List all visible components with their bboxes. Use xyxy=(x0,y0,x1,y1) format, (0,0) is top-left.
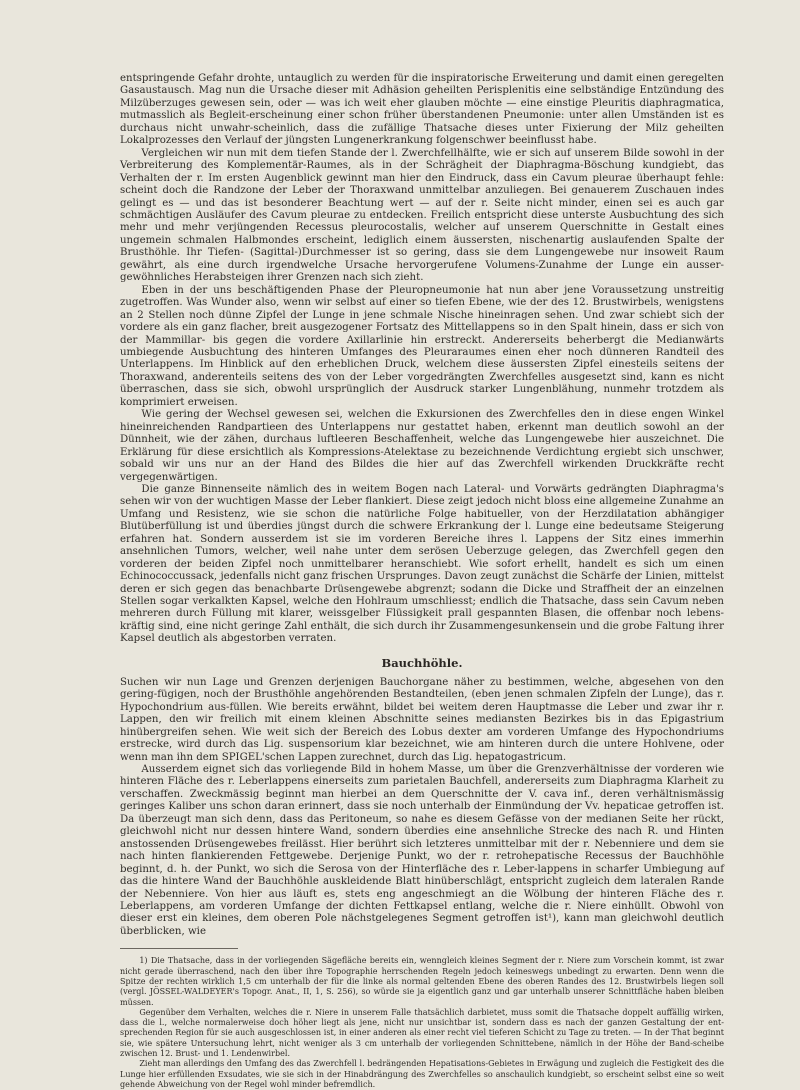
section-heading: Bauchhöhle. xyxy=(381,655,463,670)
footnote: 1) Die Thatsache, dass in der vorliegenden Sägefläche bereits ein, wenngleich kleines Segment der r. Niere zum Vorschein kommt, ist zwar nicht gerade überraschend, nach den über ihre Topographie herrschenden Regeln jedoch keineswegs unbedingt zu erwarten. Denn wenn die Spitze der rechten wirklich 1,5 cm unterhalb der für die linke als normal geltenden Ebene des oberen Randes des 12. Brustwirbels liegen soll (vergl. JÖSSEL-WALDEYER's Topogr. Anat., II, 1, S. 256), so würde sie ja eigentlich ganz und gar unterhalb unserer Schnittfläche haben bleiben müssen. xyxy=(120,956,724,1007)
paragraph: Suchen wir nun Lage und Grenzen derjenigen Bauchorgane näher zu bestimmen, welche, abgesehen von den gering-fügigen, noch der Brusthöhle angehörenden Bestandteilen, (eben jenen schmalen Zipfeln der Lunge), das r. Hypochondrium aus-füllen. Wie bereits erwähnt, bildet bei weitem deren Hauptmasse die Leber und zwar ihr r. Lappen, den wir freilich mit einem kleinen Abschnitte seines mediansten Bezirkes bis in das Epigastrium hinübergreifen sehen. Wie weit sich der Bereich des Lobus dexter am vorderen Umfange des Hypochondriums erstrecke, wird durch das Lig. suspensorium klar bezeichnet, wie am hinteren durch die untere Hohlvene, oder wenn man ihn dem SPIGEL'schen Lappen zurechnet, durch das Lig. hepatogastricum. xyxy=(120,676,724,763)
footnote-divider xyxy=(120,948,238,949)
footnotes xyxy=(120,956,724,1090)
paragraph: Wie gering der Wechsel gewesen sei, welchen die Exkursionen des Zwerchfelles den in diese engen Winkel hineinreichenden Randpartieen des Unterlappens nur gestattet haben, erkennt man deutlich sowohl an der Dünnheit, wie der zähen, durchaus luftleeren Beschaffenheit, welche das Lungengewebe hier auszeichnet. Die Erklärung für diese ersichtlich als Kompressions-Atelektase zu bezeichnende Verdichtung ergiebt sich unschwer, sobald wir uns nur an der Hand des Bildes die hier auf das Zwerchfell wirkenden Druckkräfte recht vergegenwärtigen. xyxy=(120,409,724,483)
footnote: Gegenüber dem Verhalten, welches die r. Niere in unserem Falle thatsächlich darbietet, muss somit die Thatsache doppelt auffällig wirken, dass die l., welche normalerweise doch höher liegt als jene, nicht nur unsichtbar ist, sondern dass es nach der ganzen Gestaltung der ent-sprechenden Region für sie auch ausgeschlossen ist, in einer anderen als einer recht viel tieferen Schicht zu Tage zu treten. — In der That beginnt sie, wie spätere Untersuchung lehrt, nicht weniger als 3 cm unterhalb der vorliegenden Schnittebene, nämlich in der Höhe der Band-scheibe zwischen 12. Brust- und 1. Lendenwirbel. xyxy=(120,1007,724,1059)
paragraph: Die ganze Binnenseite nämlich des in weitem Bogen nach Lateral- und Vorwärts gedrängten Diaphragma's sehen wir von der wuchtigen Masse der Leber flankiert. Diese zeigt jedoch nicht bloss eine allgemeine Zunahme an Umfang und Resistenz, wie sie schon die natürliche Folge habitueller, von der Herzdilatation abhängiger Blutüberfüllung ist und überdies jüngst durch die schwere Erkrankung der l. Lunge eine bedeutsame Steigerung erfahren hat. Sondern ausserdem ist sie im vorderen Bereiche ihres l. Lappens der Sitz eines immerhin ansehnlichen Tumors, welcher, weil nahe unter dem serösen Ueberzuge gelegen, das Zwerchfell gegen den vorderen der beiden Zipfel noch unmittelbarer heranschiebt. Wie sofort erhellt, handelt es sich um einen Echinococcussack, jedenfalls nicht ganz frischen Ursprunges. Davon zeugt zunächst die Schärfe der Linien, mittelst deren er sich gegen das benachbarte Drüsengewebe abgrenzt; sodann die Dicke und Straffheit der an einzelnen Stellen sogar verkalkten Kapsel, welche den Hohlraum umschliesst; endlich die Thatsache, dass sein Cavum neben mehreren durch Füllung mit klarer, weissgelber Flüssigkeit prall gespannten Blasen, die offenbar noch lebens-kräftig sind, eine nicht geringe Zahl enthält, die sich durch ihr Zusammengesunkensein und die grobe Faltung ihrer Kapsel deutlich als abgestorben verraten. xyxy=(120,483,724,645)
paragraph: Ausserdem eignet sich das vorliegende Bild in hohem Masse, um über die Grenzverhältnisse der vorderen wie hinteren Fläche des r. Leberlappens einerseits zum parietalen Bauchfell, andererseits zum Diaphragma Klarheit zu verschaffen. Zweckmässig beginnt man hierbei an dem Querschnitte der V. cava inf., deren verhältnismässig geringes Kaliber uns schon daran erinnert, dass sie noch unterhalb der Einmündung der Vv. hepaticae getroffen ist. Da überzeugt man sich denn, dass das Peritoneum, so nahe es diesem Gefässe von der medianen Seite her rückt, gleichwohl nicht nur dessen hintere Wand, sondern überdies eine ansehnliche Strecke des nach R. und Hinten anstossenden Drüsengewebes freilässt. Hier berührt sich letzteres unmittelbar mit der r. Nebenniere und dem sie nach hinten flankierenden Fettgewebe. Derjenige Punkt, wo der r. retrohepatische Recessus der Bauchhöhle beginnt, d. h. der Punkt, wo sich die Serosa von der Hinterfläche des r. Leber-lappens in scharfer Umbiegung auf das die hintere Wand der Bauchhöhle auskleidende Blatt hinüberschlägt, entspricht zugleich dem lateralen Rande der Nebenniere. Von hier aus läuft es, stets eng angeschmiegt an die Wölbung der hinteren Fläche des r. Leberlappens, am vorderen Umfange der dichten Fettkapsel entlang, welche die r. Niere einhüllt. Obwohl von dieser erst ein kleines, dem oberen Pole nächstgelegenes Segment getroffen ist¹), kann man gleichwohl deutlich überblicken, wie xyxy=(120,764,724,937)
paragraph: Eben in der uns beschäftigenden Phase der Pleuropneumonie hat nun aber jene Voraussetzung unstreitig zugetroffen. Was Wunder also, wenn wir selbst auf einer so tiefen Ebene, wie der des 12. Brustwirbels, wenigstens an 2 Stellen noch dünne Zipfel der Lunge in jene schmale Nische hineinragen sehen. Und zwar schiebt sich der vordere als ein ganz flacher, breit ausgezogener Fortsatz des Mittellappens so in den Spalt hinein, dass er sich von der Mammillar- bis gegen die vordere Axillarlinie hin erstreckt. Andererseits beherbergt die Medianwärts umbiegende Ausbuchtung des hinteren Umfanges des Pleuraraumes einen eher noch dünneren Randteil des Unterlappens. Im Hinblick auf den erheblichen Druck, welchem diese äussersten Zipfel einesteils seitens der Thoraxwand, anderenteils seitens des von der Leber vorgedrängten Zwerchfelles ausgesetzt sind, kann es nicht überraschen, dass sie sich, obwohl ursprünglich der Ausdruck starker Lungenblähung, nunmehr trotzdem als komprimiert erweisen. xyxy=(120,284,724,408)
paragraph: Vergleichen wir nun mit dem tiefen Stande der l. Zwerchfellhälfte, wie er sich auf unserem Bilde sowohl in der Verbreiterung des Komplementär-Raumes, als in der Schrägheit der Diaphragma-Böschung kundgiebt, das Verhalten der r. Im ersten Augenblick gewinnt man hier den Eindruck, dass ein Cavum pleurae überhaupt fehle: scheint doch die Randzone der Leber der Thoraxwand unmittelbar anzuliegen. Bei genauerem Zuschauen indes gelingt es — und das ist besonderer Beachtung wert — auf der r. Seite nicht minder, einen sei es auch gar schmächtigen Ausläufer des Cavum pleurae zu entdecken. Freilich entspricht diese unterste Ausbuchtung des sich mehr und mehr verjüngenden Recessus pleurocostalis, welcher auf unserem Querschnitte in Gestalt eines ungemein schmalen Halbmondes erscheint, lediglich einem äussersten, nischenartig auslaufenden Spalte der Brusthöhle. Ihr Tiefen- (Sagittal-)Durchmesser ist so gering, dass sie dem Lungengewebe nur insoweit Raum gewährt, als eine durch irgendwelche Ursache hervorgerufene Volumens-Zunahme der Lunge ein ausser-gewöhnliches Herabsteigen ihrer Grenzen nach sich zieht. xyxy=(120,147,724,284)
paragraph: entspringende Gefahr drohte, untauglich zu werden für die inspiratorische Erweiterung und damit einen geregelten Gasaustausch. Mag nun die Ursache dieser mit Adhäsion geheilten Perisplenitis eine selbständige Entzündung des Milzüberzuges gewesen sein, oder — was ich weit eher glauben möchte — eine einstige Pleuritis diaphragmatica, mutmasslich als Begleit-erscheinung einer schon früher überstandenen Pneumonie: unter allen Umständen ist es durchaus nicht unwahr-scheinlich, dass die zufällige Thatsache dieses unter Fixierung der Milz geheilten Lokalprozesses den Verlauf der jüngsten Lungenerkrankung folgenschwer beeinflusst habe. xyxy=(120,73,724,147)
main-text-bottom xyxy=(120,677,724,939)
main-text-top xyxy=(120,73,724,646)
footnote: Zieht man allerdings den Umfang des das Zwerchfell l. bedrängenden Hepatisations-Gebietes in Erwägung und zugleich die Festigkeit des die Lunge hier erfüllenden Exsudates, wie sie sich in der Hinabdrängung des Zwerchfelles so anschaulich kundgiebt, so erscheint selbst eine so weit gehende Abweichung von der Regel wohl minder befremdlich. xyxy=(120,1059,724,1089)
